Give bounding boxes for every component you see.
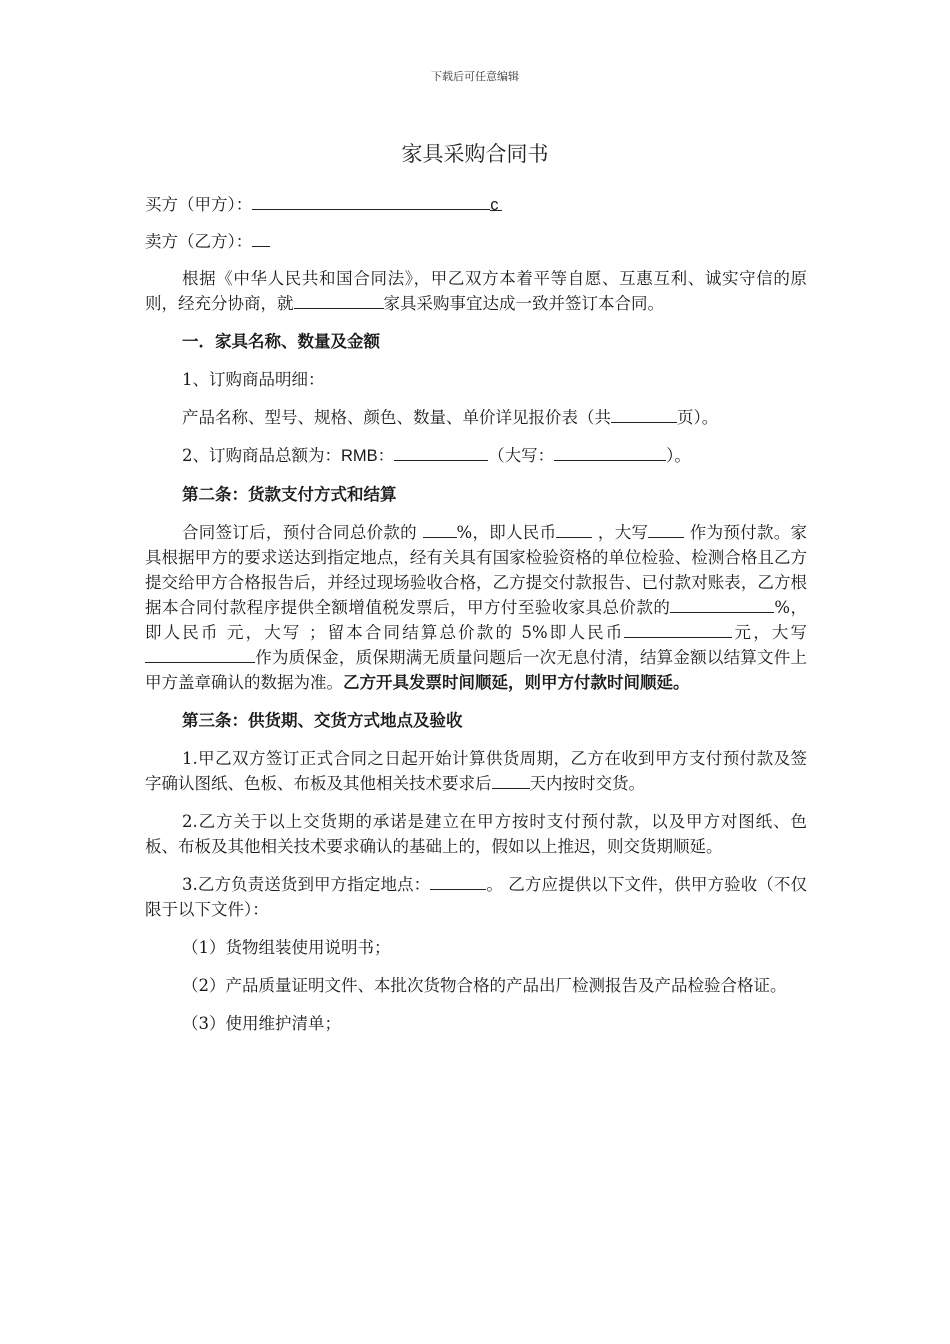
delivery-days-blank: [492, 771, 530, 789]
section1-item1: 1、订购商品明细：: [182, 370, 325, 389]
intro-paragraph: [145, 266, 807, 316]
list-item-1: （1）货物组装使用说明书；: [182, 938, 391, 957]
buyer-line: [145, 192, 807, 217]
item2-text-c: ）。: [666, 446, 691, 465]
section3-heading: 第三条：供货期、交货方式地点及验收: [182, 711, 463, 730]
document-body: [145, 192, 807, 1049]
s2-text-a: 合同签订后，预付合同总价款的: [182, 523, 423, 542]
item1-detail-text-a: 产品名称、型号、规格、颜色、数量、单价详见报价表（共: [182, 408, 611, 427]
section3-paragraph-2: 2.乙方关于以上交货期的承诺是建立在甲方按时支付预付款，以及甲方对图纸、色板、布板及其他相关技术要求确认的基础上的，假如以上推迟，则交货期顺延。: [145, 812, 807, 856]
buyer-blank: [252, 192, 490, 210]
intro-blank: [294, 291, 384, 309]
s3-p3-text-a: 3.乙方负责送货到甲方指定地点：: [182, 875, 431, 894]
s2-text-b: %，即人民币: [456, 523, 557, 542]
prepay-words-blank: [648, 520, 684, 538]
item2-text-a: 2、订购商品总额为：: [182, 446, 341, 465]
section3-paragraph-3: [145, 872, 807, 922]
s3-p1-text-a: 1.甲乙双方签订正式合同之日起开始计算供货周期，乙方在收到甲方支付预付款及签字确认图纸、色板、布板及其他相关技术要求后: [145, 749, 807, 793]
total-amount-words-blank: [554, 443, 666, 461]
s2-text-f: 元，大写: [732, 623, 807, 642]
section2-paragraph: [145, 520, 807, 695]
list-item-3: （3）使用维护清单；: [182, 1014, 341, 1033]
section3-paragraph-1: [145, 746, 807, 796]
seller-blank: [252, 229, 270, 247]
section1-item1-detail: [145, 405, 807, 430]
s2-text-c: ，大写: [592, 523, 649, 542]
seller-label: 卖方（乙方）：: [145, 232, 253, 251]
intro-text-1: 根据《中华人民共和国合同法》，甲乙双方本着平等自愿、互惠互利、诚实守信的原则，经充分协商，就: [145, 269, 807, 313]
list-item-2: （2）产品质量证明文件、本批次货物合格的产品出厂检测报告及产品检验合格证。: [182, 976, 787, 995]
seller-line: [145, 229, 807, 254]
prepay-rmb-blank: [556, 520, 592, 538]
item2-rmb-label: RMB：: [341, 447, 395, 465]
s2-text-e: %，即人民币 元，大写 ；留本合同结算总价款的 5%即人民币: [145, 598, 808, 642]
section2-heading: 第二条：货款支付方式和结算: [182, 485, 397, 504]
intro-text-2: 家具采购事宜达成一致并签订本合同。: [383, 294, 664, 313]
buyer-label: 买方（甲方）：: [145, 195, 253, 214]
section1-item2: [145, 443, 807, 469]
prepay-percent-blank: [423, 520, 457, 538]
s3-p3-text-b: 。 乙方应提供以下文件，供甲方验收（不仅限于以下文件）：: [145, 875, 807, 919]
acceptance-percent-blank: [670, 595, 774, 613]
delivery-location-blank: [430, 872, 486, 890]
total-amount-blank: [394, 443, 488, 461]
page-count-blank: [611, 405, 677, 423]
item1-detail-text-b: 页）。: [677, 408, 719, 427]
item2-text-b: （大写：: [488, 446, 555, 465]
page-header-note: 下载后可任意编辑: [431, 70, 519, 83]
s2-text-g: 作为质保金，质保期满无质量问题后一次无息付清，结算金额以结算文件上甲方盖章确认的数据为准。: [145, 648, 807, 692]
buyer-suffix: c: [490, 193, 502, 211]
section1-heading: 一．家具名称、数量及金额: [182, 332, 380, 351]
retention-words-blank: [145, 645, 255, 663]
s3-p1-text-b: 天内按时交货。: [529, 774, 645, 793]
s2-bold-clause: 乙方开具发票时间顺延，则甲方付款时间顺延。: [343, 673, 690, 692]
s2-text-d: 作为预付款。家具根据甲方的要求送达到指定地点，经有关具有国家检验资格的单位检验、检测合格且乙方提交给甲方合格报告后，并经过现场验收合格，乙方提交付款报告、已付款对账表，乙方根据本合同付款程序提供全额增值税发票后，甲方付至验收家具总价款的: [145, 523, 808, 617]
retention-rmb-blank: [624, 620, 732, 638]
page-title: 家具采购合同书: [401, 142, 549, 166]
